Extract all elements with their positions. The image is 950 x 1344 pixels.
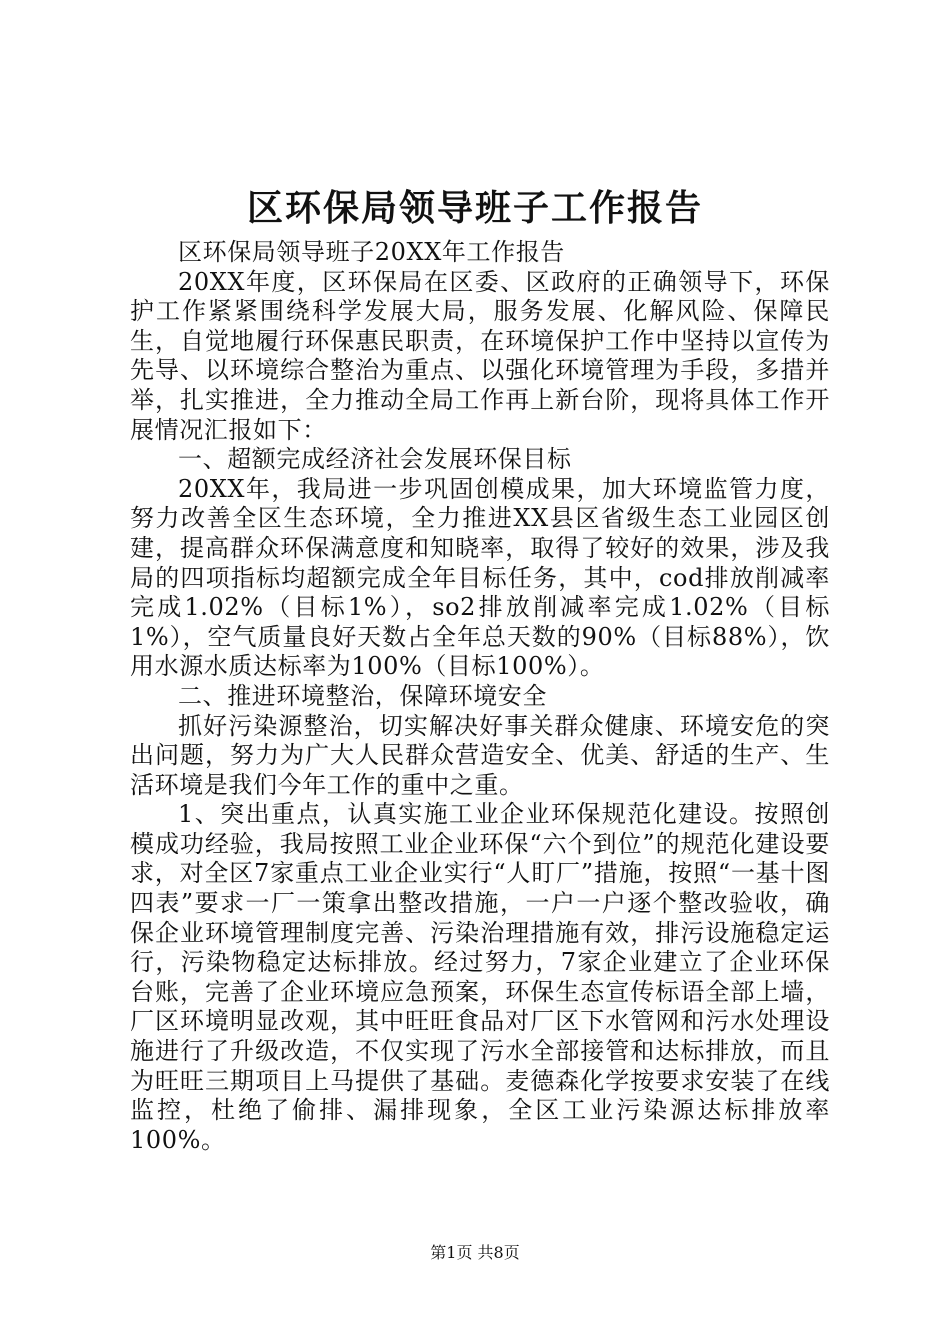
- section-2-item-1-paragraph: 1、突出重点，认真实施工业企业环保规范化建设。按照创模成功经验，我局按照工业企业环保“六个到位”的规范化建设要求，对全区7家重点工业企业实行“人盯厂”措施，按照“一基十图四表”要求一厂一策拿出整改措施，一户一户逐个整改验收，确保企业环境管理制度完善、污染治理措施有效，排污设施稳定运行，污染物稳定达标排放。经过努力，7家企业建立了企业环保台账，完善了企业环境应急预案，环保生态宣传标语全部上墙，厂区环境明显改观，其中旺旺食品对厂区下水管网和污水处理设施进行了升级改造，不仅实现了污水全部接管和达标排放，而且为旺旺三期项目上马提供了基础。麦德森化学按要求安装了在线监控，杜绝了偷排、漏排现象，全区工业污染源达标排放率100%。: [130, 800, 830, 1154]
- section-heading-2: 二、推进环境整治，保障环境安全: [178, 681, 547, 710]
- report-subtitle-paragraph: 区环保局领导班子20XX年工作报告: [178, 238, 565, 266]
- page-footer: 第1页 共8页: [430, 1243, 520, 1262]
- document-title: 区环保局领导班子工作报告: [246, 187, 703, 229]
- intro-paragraph: 20XX年度，区环保局在区委、区政府的正确领导下，环保护工作紧紧围绕科学发展大局，服务发展、化解风险、保障民生，自觉地履行环保惠民职责，在环境保护工作中坚持以宣传为先导、以环境综合整治为重点、以强化环境管理为手段，多措并举，扎实推进，全力推动全局工作再上新台阶，现将具体工作开展情况汇报如下：: [130, 267, 830, 444]
- section-heading-1: 一、超额完成经济社会发展环保目标: [178, 445, 572, 474]
- section-2-intro-paragraph: 抓好污染源整治，切实解决好事关群众健康、环境安危的突出问题，努力为广大人民群众营造安全、优美、舒适的生产、生活环境是我们今年工作的重中之重。: [130, 711, 830, 799]
- section-1-paragraph: 20XX年，我局进一步巩固创模成果，加大环境监管力度，努力改善全区生态环境，全力推进XX县区省级生态工业园区创建，提高群众环保满意度和知晓率，取得了较好的效果，涉及我局的四项指标均超额完成全年目标任务，其中，cod排放削减率完成1.02%（目标1%），so2排放削减率完成1.02%（目标1%），空气质量良好天数占全年总天数的90%（目标88%），饮用水源水质达标率为100%（目标100%）。: [130, 474, 830, 681]
- document-body: [130, 238, 830, 1155]
